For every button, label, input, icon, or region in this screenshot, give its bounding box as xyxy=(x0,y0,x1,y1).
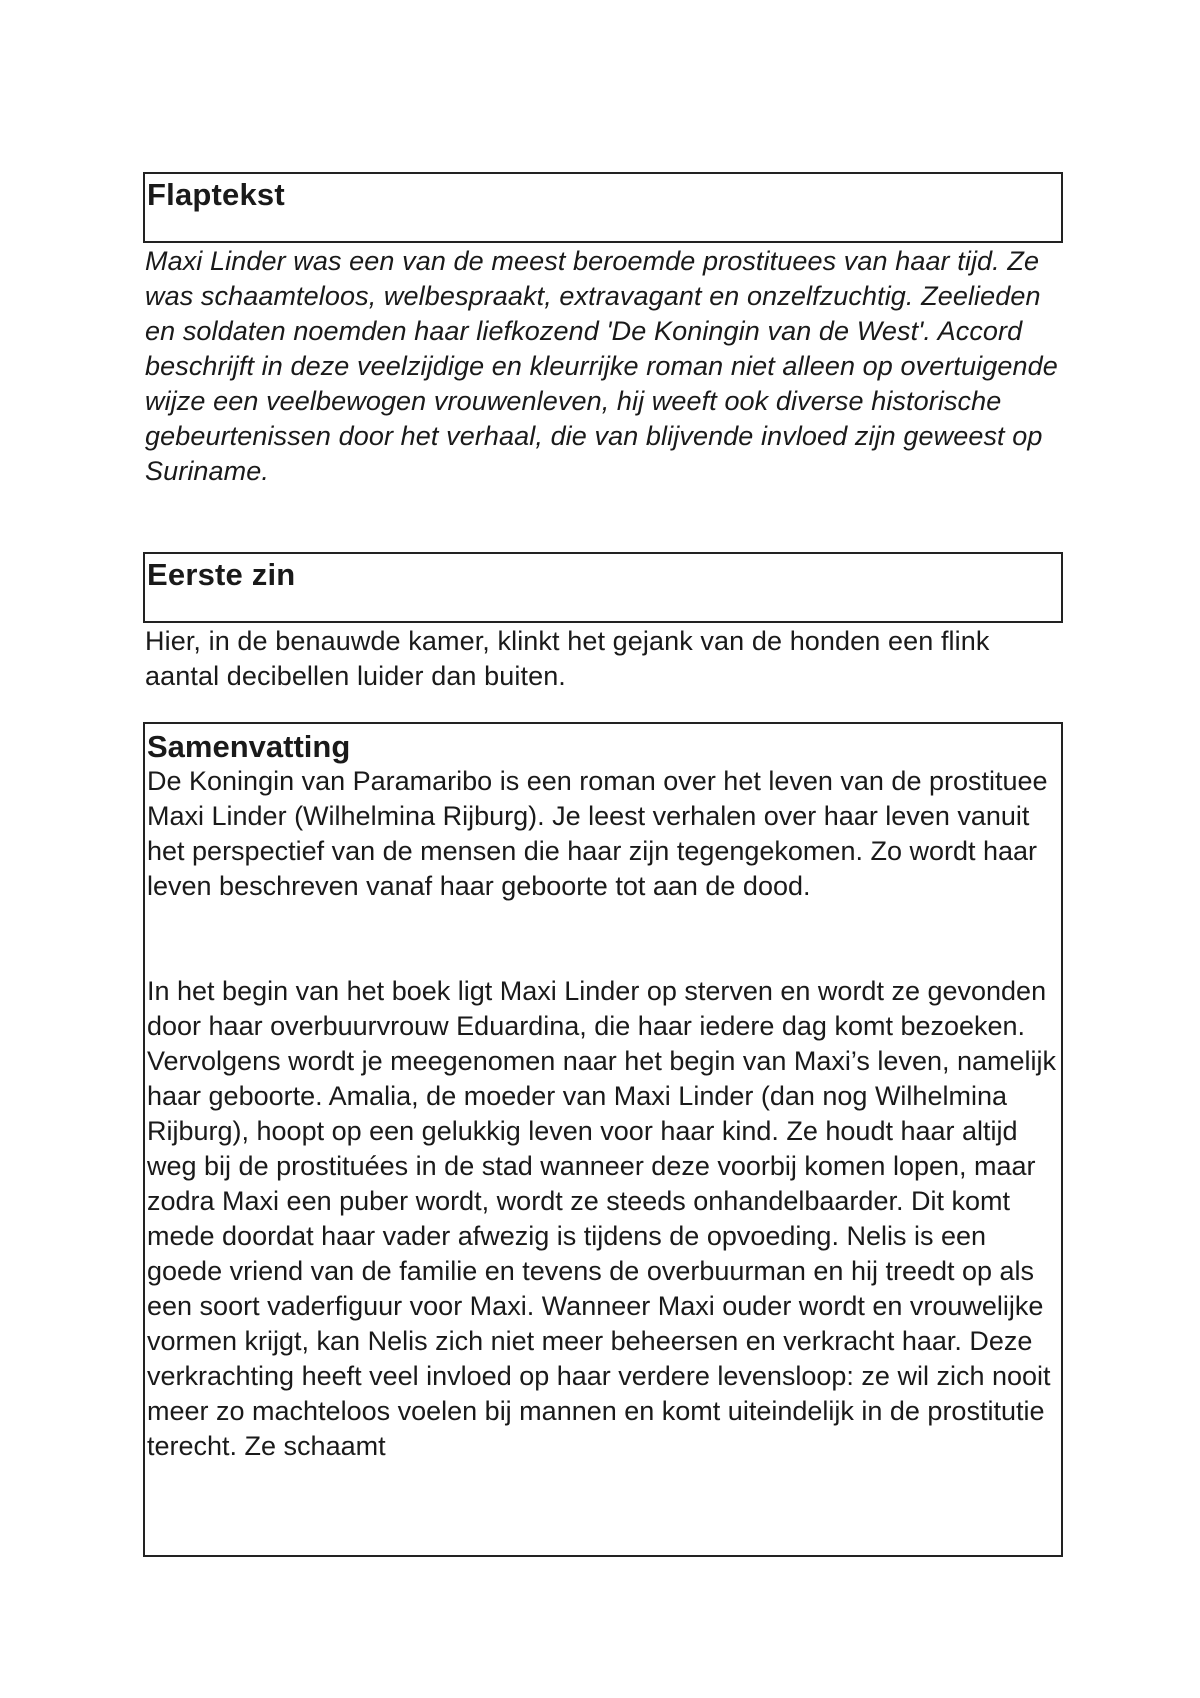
samenvatting-paragraph-2: In het begin van het boek ligt Maxi Linder op sterven en wordt ze gevonden door haar overbuurvrouw Eduardina, die haar iedere dag komt bezoeken. Vervolgens wordt je meegenomen naar het begin van Maxi’s leven, namelijk haar geboorte. Amalia, de moeder van Maxi Linder (dan nog Wilhelmina Rijburg), hoopt op een gelukkig leven voor haar kind. Ze houdt haar altijd weg bij de prostituées in de stad wanneer deze voorbij komen lopen, maar zodra Maxi een puber wordt, wordt ze steeds onhandelbaarder. Dit komt mede doordat haar vader afwezig is tijdens de opvoeding. Nelis is een goede vriend van de familie en tevens de overbuurman en hij treedt op als een soort vaderfiguur voor Maxi. Wanneer Maxi ouder wordt en vrouwelijke vormen krijgt, kan Nelis zich niet meer beheersen en verkracht haar. Deze verkrachting heeft veel invloed op haar verdere levensloop: ze wil zich nooit meer zo machteloos voelen bij mannen en komt uiteindelijk in de prostitutie terecht. Ze schaamt xyxy=(147,976,1057,1461)
samenvatting-box xyxy=(143,722,1063,1557)
samenvatting-heading: Samenvatting xyxy=(147,729,351,764)
flaptekst-heading-box xyxy=(143,172,1063,243)
flaptekst-text: Maxi Linder was een van de meest beroemde prostituees van haar tijd. Ze was schaamteloos, welbespraakt, extravagant en onzelfzuchtig. Zeelieden en soldaten noemden haar liefkozend 'De Koningin van de West'. Accord beschrijft in deze veelzijdige en kleurrijke roman niet alleen op overtuigende wijze een veelbewogen vrouwenleven, hij weeft ook diverse historische gebeurtenissen door het verhaal, die van blijvende invloed zijn geweest op Suriname. xyxy=(145,246,1058,486)
eerste-zin-text: Hier, in de benauwde kamer, klinkt het gejank van de honden een flink aantal decibellen luider dan buiten. xyxy=(145,626,990,691)
eerste-zin-heading: Eerste zin xyxy=(147,557,296,592)
samenvatting-paragraph-1: De Koningin van Paramaribo is een roman over het leven van de prostituee Maxi Linder (Wilhelmina Rijburg). Je leest verhalen over haar leven vanuit het perspectief van de mensen die haar zijn tegengekomen. Zo wordt haar leven beschreven vanaf haar geboorte tot aan de dood. xyxy=(147,766,1048,901)
eerste-zin-heading-box xyxy=(143,552,1063,623)
flaptekst-heading: Flaptekst xyxy=(147,177,285,212)
